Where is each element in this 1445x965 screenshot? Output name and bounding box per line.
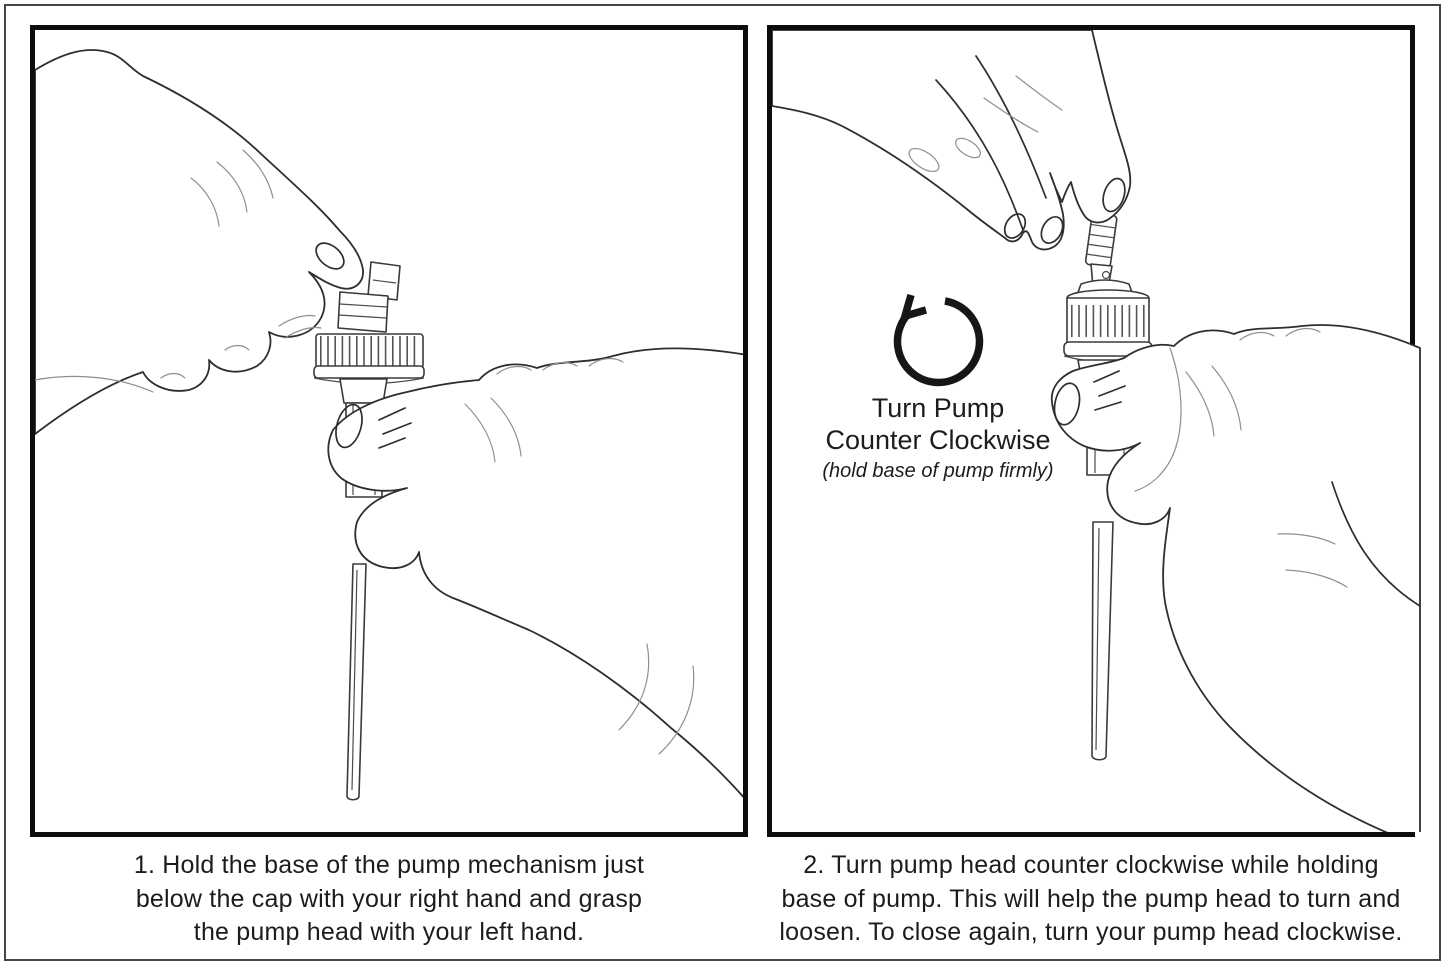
hands-holding-pump-illustration [35,30,743,832]
caption-step-2-line-2: base of pump. This will help the pump head to turn and [781,884,1401,913]
rotation-instruction [788,392,1088,484]
counterclockwise-arrow-icon [897,295,979,382]
caption-step-1-line-1: 1. Hold the base of the pump mechanism just [133,851,645,879]
rotation-label-line-1: Turn Pump [871,393,1005,423]
panel-step-2 [767,25,1415,837]
caption-step-1 [30,849,748,950]
rotation-note: (hold base of pump firmly) [822,460,1054,482]
caption-step-1-line-2: below the cap with your right hand and grasp [135,884,643,913]
caption-step-2-line-1: 2. Turn pump head counter clockwise while holding [803,851,1379,879]
caption-step-2-line-3: loosen. To close again, turn your pump head clockwise. [779,918,1403,946]
caption-step-2 [767,849,1415,950]
caption-step-1-line-3: the pump head with your left hand. [193,918,585,946]
panel-step-1 [30,25,748,837]
left-hand-illustration [328,349,743,809]
dip-tube-icon [1092,522,1113,760]
dip-tube-icon [347,564,366,800]
pinching-hand-illustration [772,30,1130,249]
rotation-label-line-2: Counter Clockwise [825,425,1051,455]
pump-stem-icon [1085,213,1117,288]
